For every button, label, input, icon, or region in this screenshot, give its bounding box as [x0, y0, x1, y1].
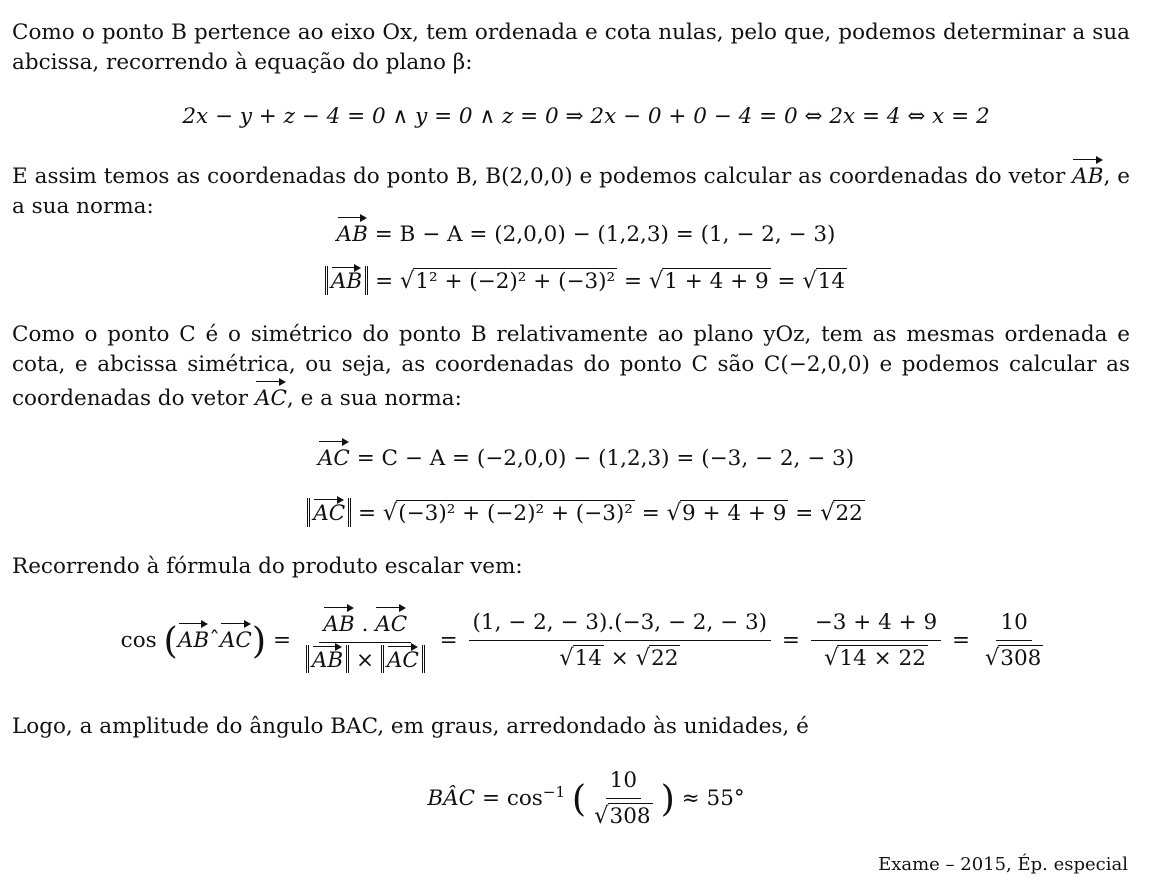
numerator	[319, 606, 411, 643]
vector-ac: AC	[387, 645, 419, 674]
paragraph-text: , e a sua norma:	[286, 385, 462, 411]
angle-hat: ˆ	[209, 627, 220, 653]
cos-label: = cos	[475, 786, 543, 811]
times-operator: ×	[349, 647, 381, 673]
equals: =	[788, 501, 821, 526]
dot-operator: .	[354, 611, 376, 637]
sqrt-symbol: √	[594, 803, 609, 829]
equals: =	[634, 501, 667, 526]
equation-abscissa-b	[0, 102, 1172, 132]
cos-label: cos	[120, 627, 157, 653]
sqrt-symbol: √	[382, 500, 398, 526]
sqrt-symbol: √	[635, 644, 651, 671]
norm-ab	[325, 266, 368, 295]
sqrt-symbol: √	[824, 644, 839, 671]
numerator: −3 + 4 + 9	[811, 608, 941, 641]
radicand: 9 + 4 + 9	[681, 501, 787, 526]
vector-ac: AC	[255, 380, 287, 414]
paragraph-text: E assim temos as coordenadas do ponto B, B(2,0,0) e podemos calcular as coordenadas do vetor	[12, 163, 1066, 189]
fraction-sum	[811, 608, 941, 674]
sqrt-symbol: √	[399, 268, 415, 294]
radicand: 22	[835, 501, 863, 526]
paragraph-vector-ab	[12, 158, 1130, 222]
vector-ab: AB	[331, 266, 362, 295]
radicand: 1² + (−2)² + (−3)²	[415, 269, 616, 294]
vector-ac: AC	[313, 498, 345, 527]
radicand: 1 + 4 + 9	[664, 269, 769, 294]
radicand: 14 × 22	[839, 645, 926, 671]
radicand: (−3)² + (−2)² + (−3)²	[398, 501, 633, 526]
paragraph-dot-product: Recorrendo à fórmula do produto escalar vem:	[12, 554, 523, 579]
vector-ab: AB	[312, 645, 343, 674]
times-operator: ×	[603, 645, 636, 671]
paren-close: )	[251, 618, 267, 662]
equals: =	[272, 627, 298, 653]
sqrt-symbol: √	[666, 500, 681, 526]
norm-ab	[306, 645, 349, 674]
equals: =	[781, 627, 807, 653]
vector-ac: AC	[318, 440, 350, 474]
vector-ac: AC	[220, 622, 252, 656]
equation-text: 2x − y + z − 4 = 0 ∧ y = 0 ∧ z = 0 ⇒ 2x − 0 + 0 − 4 = 0 ⇔ 2x = 4 ⇔ x = 2	[182, 104, 990, 129]
sqrt-symbol: √	[802, 268, 817, 294]
paragraph-point-c	[12, 320, 1130, 414]
fraction-coordinates	[469, 608, 772, 674]
denominator	[590, 799, 656, 832]
paragraph-text: , e a sua norma:	[12, 163, 1130, 219]
fraction-angle	[590, 766, 656, 832]
equation-vector-ab	[0, 216, 1172, 250]
vector-ab: AB	[1072, 158, 1103, 192]
paren-close: )	[660, 777, 675, 820]
equation-text: = B − A = (2,0,0) − (1,2,3) = (1, − 2, − 3)	[367, 221, 836, 247]
denominator	[302, 643, 429, 676]
vector-ab: AB	[178, 622, 209, 656]
norm-ac	[307, 498, 351, 527]
fraction-result	[981, 608, 1047, 674]
equals: =	[439, 627, 465, 653]
paragraph-text: Como o ponto C é o simétrico do ponto B relativamente ao plano yOz, tem as mesmas ordenada e cota, e abcissa simétrica, ou seja, as coordenadas do ponto C são C(−2,0,0) e podemos calcular as coordenadas do vetor	[12, 322, 1130, 411]
equals: =	[617, 269, 649, 294]
paragraph-point-b: Como o ponto B pertence ao eixo Ox, tem ordenada e cota nulas, pelo que, podemos determinar a sua abcissa, recorrendo à equação do plano β:	[12, 20, 1130, 75]
numerator: 10	[996, 608, 1031, 641]
vector-ab: AB	[337, 216, 368, 250]
sqrt-symbol: √	[648, 268, 664, 294]
radicand: 308	[1000, 645, 1042, 671]
equals: =	[368, 269, 400, 294]
fraction-definition	[302, 606, 429, 676]
numerator: 10	[606, 766, 641, 799]
exponent: −1	[542, 782, 566, 801]
radicand: 308	[609, 804, 651, 829]
denominator	[555, 641, 684, 674]
paren-open: (	[163, 618, 178, 662]
equals: =	[770, 269, 803, 294]
equation-vector-ac	[0, 440, 1172, 474]
vector-ac: AC	[375, 606, 407, 640]
denominator	[981, 641, 1047, 674]
paren-open: (	[571, 777, 587, 820]
radicand: 22	[651, 645, 679, 671]
exam-source: Exame – 2015, Ép. especial	[878, 854, 1128, 875]
equation-angle	[0, 766, 1172, 832]
sqrt-symbol: √	[559, 644, 574, 671]
angle-label: BÂC	[427, 786, 476, 811]
norm-ac	[381, 645, 425, 674]
radicand: 14	[817, 269, 846, 294]
sqrt-symbol: √	[984, 644, 1000, 671]
equation-cosine	[0, 606, 1172, 676]
sqrt-symbol: √	[820, 500, 835, 526]
equation-norm-ac	[0, 498, 1172, 529]
vector-ab: AB	[323, 606, 354, 640]
equation-text: = C − A = (−2,0,0) − (1,2,3) = (−3, − 2, − 3)	[349, 445, 855, 471]
equals: =	[351, 501, 383, 526]
numerator: (1, − 2, − 3).(−3, − 2, − 3)	[469, 608, 772, 641]
approx-result: ≈ 55°	[674, 786, 745, 811]
equals: =	[952, 627, 977, 653]
radicand: 14	[574, 645, 602, 671]
equation-norm-ab	[0, 266, 1172, 297]
denominator	[820, 641, 932, 674]
paragraph-amplitude: Logo, a amplitude do ângulo BAC, em graus, arredondado às unidades, é	[12, 714, 809, 739]
